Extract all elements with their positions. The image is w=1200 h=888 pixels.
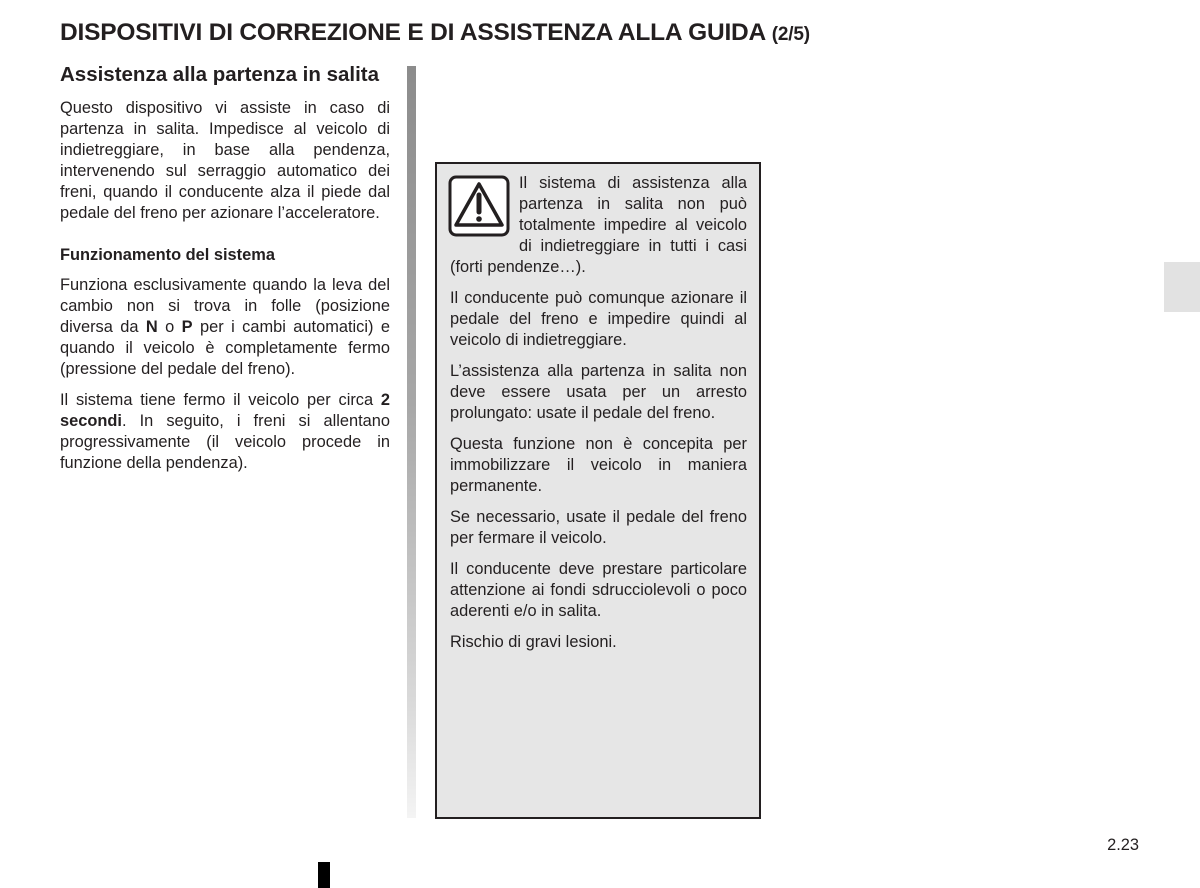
- page-title-text: DISPOSITIVI DI CORREZIONE E DI ASSISTENZA ALLA GUIDA: [60, 19, 766, 46]
- warning-paragraph: Il conducente deve prestare particolare attenzione ai fondi sdrucciolevoli o poco aderenti e/o in salita.: [450, 560, 747, 620]
- operation-subheading: Funzionamento del sistema: [60, 246, 275, 264]
- intro-paragraph: Questo dispositivo vi assiste in caso di partenza in salita. Impedisce al veicolo di indietreggiare, in base alla pendenza, intervenendo sul serraggio automatico dei freni, quando il conducente alza il piede dal pedale del freno per azionare l’acceleratore.: [60, 99, 390, 222]
- warning-paragraph: Se necessario, usate il pedale del freno per fermare il veicolo.: [450, 508, 747, 547]
- warning-paragraph: L’assistenza alla partenza in salita non deve essere usata per un arresto prolungato: usate il pedale del freno.: [450, 362, 747, 422]
- chapter-tab-marker: [1164, 262, 1200, 312]
- operation-paragraph: Funziona esclusivamente quando la leva del cambio non si trova in folle (posizione diversa da N o P per i cambi automatici) e quando il veicolo è completamente fermo (pressione del pedale del freno).: [60, 276, 390, 378]
- warning-paragraph: Il sistema di assistenza alla partenza in salita non può totalmente impedire al veicolo di indietreggiare in tutti i casi (forti pendenze…).: [450, 174, 747, 276]
- gear-n-label: N: [145, 318, 158, 336]
- warning-paragraph: Il conducente può comunque azionare il pedale del freno e impedire quindi al veicolo di indietreggiare.: [450, 289, 747, 349]
- page-title: [60, 19, 810, 47]
- left-column: [60, 62, 390, 484]
- page-title-part: (2/5): [771, 24, 810, 45]
- warning-paragraph: Questa funzione non è concepita per immobilizzare il veicolo in maniera permanente.: [450, 435, 747, 495]
- warning-paragraph: Rischio di gravi lesioni.: [450, 633, 617, 651]
- warning-box: [435, 162, 761, 819]
- gear-p-label: P: [181, 318, 193, 336]
- page-number: 2.23: [1107, 836, 1139, 854]
- hold-duration: 2 secondi: [60, 391, 390, 430]
- warning-triangle-icon: [448, 175, 510, 237]
- hold-paragraph: Il sistema tiene fermo il veicolo per circa 2 secondi. In seguito, i freni si allentano progressivamente (il veicolo procede in funzione della pendenza).: [60, 391, 390, 472]
- column-divider-bar: [407, 66, 416, 818]
- print-mark: [318, 862, 330, 888]
- section-heading: Assistenza alla partenza in salita: [60, 63, 380, 86]
